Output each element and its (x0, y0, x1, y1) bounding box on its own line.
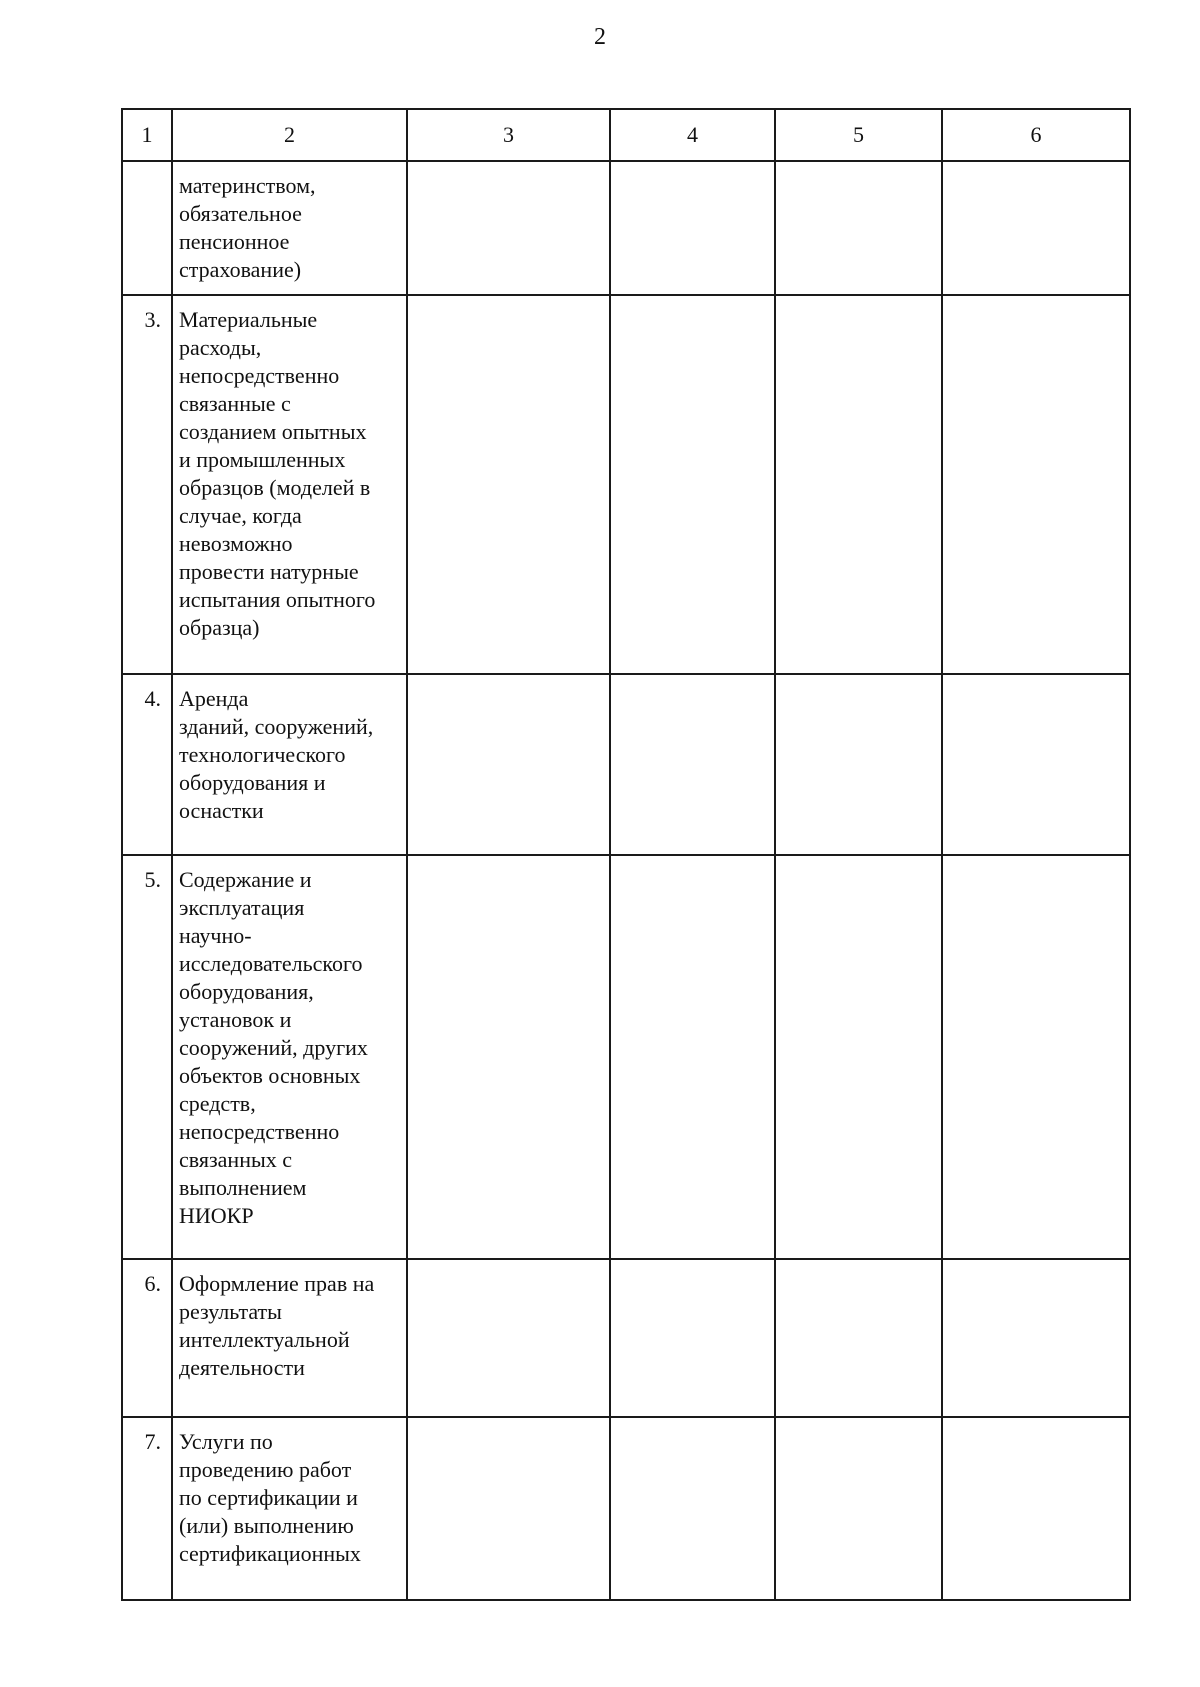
table-row (122, 161, 1130, 295)
table-cell (775, 674, 942, 855)
table-cell (942, 295, 1130, 674)
column-header: 4 (610, 109, 775, 161)
table-cell (610, 674, 775, 855)
table-row (122, 295, 1130, 674)
row-name: материнством, обязательное пенсионное страхование) (172, 161, 407, 295)
row-name: Содержание и эксплуатация научно- исследовательского оборудования, установок и сооружений, других объектов основных средств, непосредственно связанных с выполнением НИОКР (172, 855, 407, 1259)
table-row (122, 855, 1130, 1259)
table-cell (942, 1259, 1130, 1417)
table-cell (775, 295, 942, 674)
row-name: Оформление прав на результаты интеллектуальной деятельности (172, 1259, 407, 1417)
table-cell (942, 674, 1130, 855)
row-number: 4. (122, 674, 172, 855)
table-cell (610, 1259, 775, 1417)
table-cell (407, 855, 610, 1259)
row-number: 6. (122, 1259, 172, 1417)
table-header-row (122, 109, 1130, 161)
table-row (122, 1259, 1130, 1417)
table-cell (775, 1417, 942, 1600)
table-cell (775, 855, 942, 1259)
table-cell (407, 674, 610, 855)
table-cell (610, 161, 775, 295)
row-number: 5. (122, 855, 172, 1259)
table-cell (610, 1417, 775, 1600)
column-header: 2 (172, 109, 407, 161)
cost-table (121, 108, 1131, 1601)
row-name: Аренда зданий, сооружений, технологического оборудования и оснастки (172, 674, 407, 855)
row-name: Услуги по проведению работ по сертификации и (или) выполнению сертификационных (172, 1417, 407, 1600)
table-row (122, 1417, 1130, 1600)
row-number (122, 161, 172, 295)
column-header: 6 (942, 109, 1130, 161)
table-row (122, 674, 1130, 855)
column-header: 5 (775, 109, 942, 161)
row-name: Материальные расходы, непосредственно связанные с созданием опытных и промышленных образцов (моделей в случае, когда невозможно провести натурные испытания опытного образца) (172, 295, 407, 674)
table-cell (610, 855, 775, 1259)
page-number: 2 (594, 24, 606, 50)
table-cell (407, 295, 610, 674)
table-cell (775, 161, 942, 295)
table-cell (775, 1259, 942, 1417)
column-header: 3 (407, 109, 610, 161)
table-cell (407, 1417, 610, 1600)
table-cell (942, 161, 1130, 295)
table-cell (942, 855, 1130, 1259)
table-cell (610, 295, 775, 674)
row-number: 7. (122, 1417, 172, 1600)
column-header: 1 (122, 109, 172, 161)
row-number: 3. (122, 295, 172, 674)
table-cell (407, 161, 610, 295)
table-cell (942, 1417, 1130, 1600)
table-cell (407, 1259, 610, 1417)
